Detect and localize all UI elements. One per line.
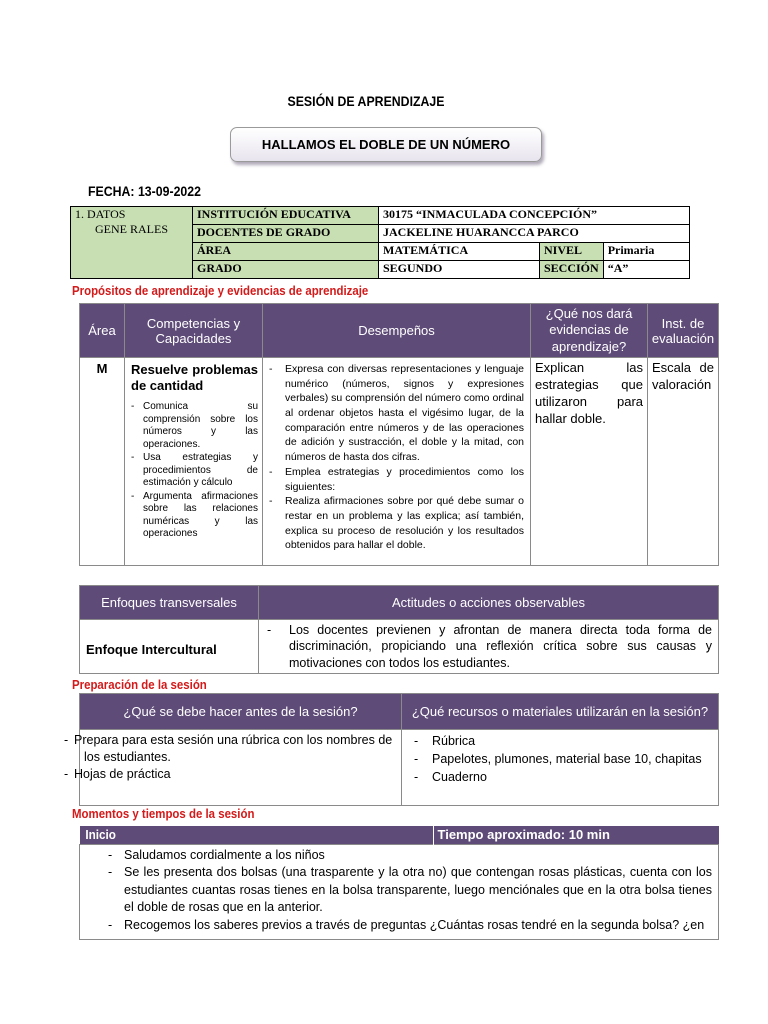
competencia-title: Resuelve problemas de cantidad — [131, 362, 258, 393]
row-value: SEGUNDO — [379, 261, 540, 279]
header-evidencias: ¿Qué nos dará evidencias de aprendizaje? — [531, 304, 648, 358]
list-item: - Saludamos cordialmente a los niños — [86, 847, 712, 865]
capacidades-list — [131, 401, 258, 541]
list-item: - Se les presenta dos bolsas (una trasparente y la otra no) que contengan rosas plásticas, cuenta con los estudiantes cuantas rosas tienes en la bolsa transparente, luego menciónales que en la otra bolsa tienes el doble de rosas que en la anterior. — [86, 864, 712, 917]
recursos-list — [412, 732, 712, 786]
list-item: - Rúbrica — [412, 732, 712, 750]
row-value: JACKELINE HUARANCCA PARCO — [379, 225, 690, 243]
actitudes-list — [265, 622, 712, 671]
general-data-table — [70, 206, 690, 279]
row-value: “A” — [603, 261, 689, 279]
instrumento-cell: Escala de valoración — [648, 358, 719, 566]
date-label: FECHA: 13-09-2022 — [88, 183, 201, 199]
row-key: INSTITUCIÓN EDUCATIVA — [193, 207, 379, 225]
list-item: - Realiza afirmaciones sobre por qué debe sumar o restar en un problema y las explica; así también, explica su proceso de resolución y los resultados obtenidos para hallar el doble. — [267, 494, 524, 553]
list-item: - Expresa con diversas representaciones y lenguaje numérico (números, signos y expresiones verbales) su comprensión del número como ordinal al ordenar objetos hasta el vigésimo lugar, de la comparación entre números y de las operaciones de adición y sustracción, el doble y la mitad, con números de hasta dos cifras. — [267, 362, 524, 465]
enfoques-table — [79, 585, 719, 674]
list-item: - Emplea estrategias y procedimientos como los siguientes: — [267, 465, 524, 494]
enfoque-cell: Enfoque Intercultural — [80, 620, 259, 674]
header-actitudes: Actitudes o acciones observables — [259, 586, 719, 620]
list-item: - Prepara para esta sesión una rúbrica con los nombres de los estudiantes. — [74, 732, 395, 766]
session-title: HALLAMOS EL DOBLE DE UN NÚMERO — [261, 137, 511, 152]
header-desempenos: Desempeños — [263, 304, 531, 358]
page-title: SESIÓN DE APRENDIZAJE — [287, 93, 445, 109]
list-item: - Los docentes previenen y afrontan de manera directa toda forma de discriminación, propiciando una reflexión crítica sobre sus causas y motivaciones con todos los estudiantes. — [265, 622, 712, 671]
list-item: - Comunica su comprensión sobre los números y las operaciones. — [131, 401, 258, 451]
momentos-table — [79, 826, 719, 940]
actitudes-cell — [259, 620, 719, 674]
session-title-box — [230, 127, 542, 162]
header-area: Área — [80, 304, 125, 358]
header-antes: ¿Qué se debe hacer antes de la sesión? — [80, 694, 402, 730]
header-recursos: ¿Qué recursos o materiales utilizarán en la sesión? — [402, 694, 719, 730]
row-key: SECCIÓN — [540, 261, 604, 279]
list-item: - Usa estrategias y procedimientos de estimación y cálculo — [131, 452, 258, 490]
list-item: - Recogemos los saberes previos a través de preguntas ¿Cuántas rosas tendré en la segunda bolsa? ¿en — [86, 917, 712, 935]
row-key: GRADO — [193, 261, 379, 279]
area-cell: M — [80, 358, 125, 566]
antes-cell — [74, 730, 402, 806]
list-item: - Hojas de práctica — [74, 766, 395, 783]
momentos-list — [86, 847, 712, 939]
header-instrumento: Inst. de evaluación — [648, 304, 719, 358]
header-enfoques: Enfoques transversales — [80, 586, 259, 620]
row-value: MATEMÁTICA — [379, 243, 540, 261]
recursos-cell — [402, 730, 719, 806]
row-value: Primaria — [603, 243, 689, 261]
general-data-label-line2: GENE RALES — [95, 222, 168, 236]
general-data-label — [71, 207, 193, 279]
propositos-table — [79, 303, 719, 566]
competencias-cell — [125, 358, 263, 566]
list-item: - Papelotes, plumones, material base 10, chapitas — [412, 750, 712, 768]
desempenos-cell — [263, 358, 531, 566]
preparacion-table — [74, 693, 719, 806]
desempenos-list — [267, 362, 524, 553]
section-heading-preparacion: Preparación de la sesión — [72, 677, 207, 692]
row-key: NIVEL — [540, 243, 604, 261]
list-item: - Argumenta afirmaciones sobre las relaciones numéricas y las operaciones — [131, 491, 258, 541]
list-item: - Cuaderno — [412, 768, 712, 786]
antes-list — [74, 732, 395, 783]
section-heading-propositos: Propósitos de aprendizaje y evidencias de aprendizaje — [72, 283, 369, 298]
row-key: DOCENTES DE GRADO — [193, 225, 379, 243]
section-heading-momentos: Momentos y tiempos de la sesión — [72, 806, 255, 821]
tiempo-label: Tiempo aproximado: 10 min — [433, 826, 719, 844]
row-value: 30175 “INMACULADA CONCEPCIÓN” — [379, 207, 690, 225]
general-data-label-line1: 1. DATOS — [75, 207, 126, 221]
momentos-content — [80, 844, 719, 939]
evidencias-cell: Explican las estrategias que utilizaron para hallar doble. — [531, 358, 648, 566]
header-competencias: Competencias y Capacidades — [125, 304, 263, 358]
inicio-label: Inicio — [84, 827, 116, 843]
row-key: ÁREA — [193, 243, 379, 261]
